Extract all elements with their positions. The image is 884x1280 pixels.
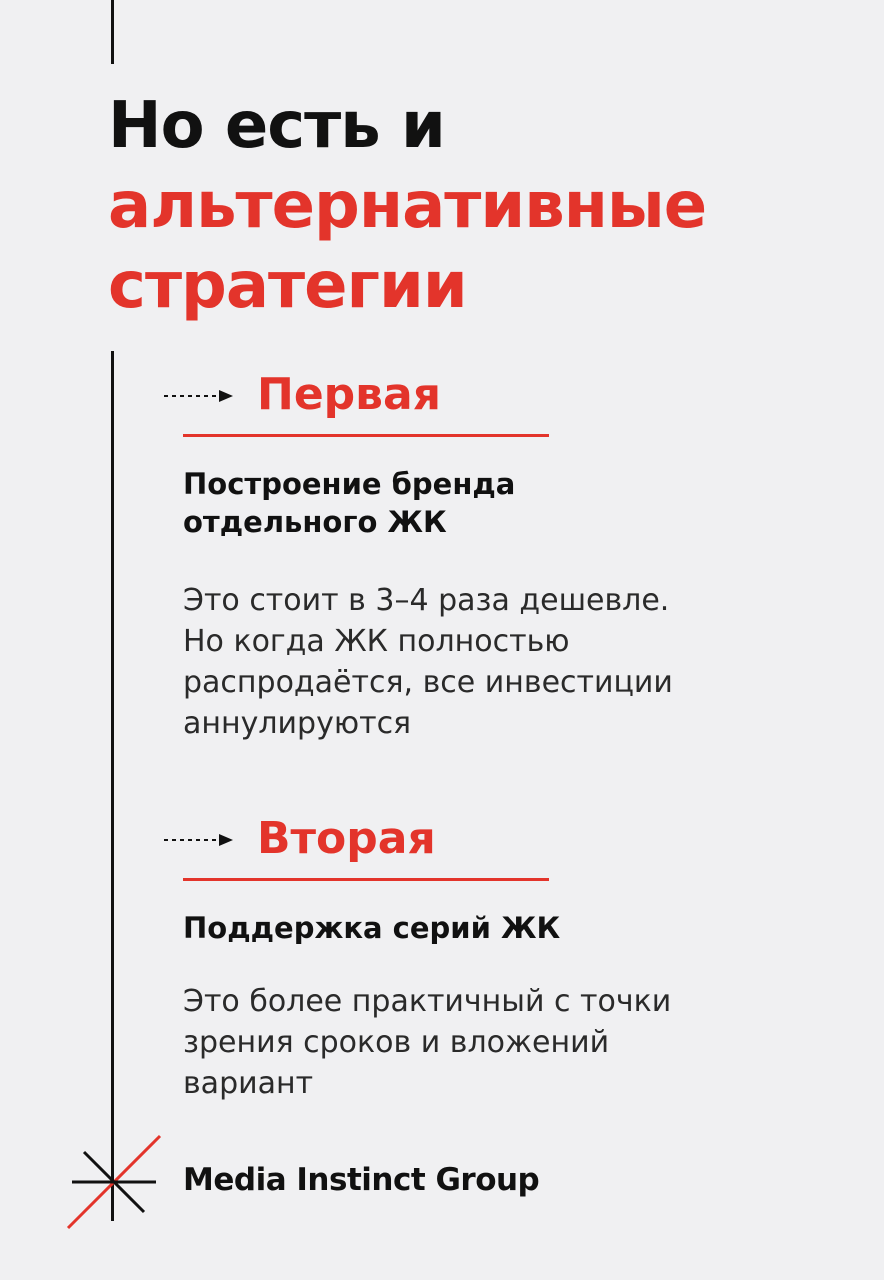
strategy-description: [183, 981, 671, 1104]
strategy-subtitle-line: Поддержка серий ЖК: [183, 911, 561, 945]
strategy-description-line: Но когда ЖК полностью: [183, 624, 570, 659]
strategy-subtitle: [183, 465, 515, 541]
strategy-description: [183, 580, 673, 744]
strategy-title: Первая: [257, 369, 441, 420]
strategy-description-line: вариант: [183, 1066, 314, 1101]
strategy-subtitle-line: отдельного ЖК: [183, 505, 447, 539]
strategy-underline: [183, 434, 549, 437]
top-vertical-line: [111, 0, 114, 64]
strategy-underline: [183, 878, 549, 881]
dotted-arrow-icon: [163, 388, 235, 404]
strategy-title: Вторая: [257, 813, 436, 864]
headline-line-1: Но есть и: [108, 89, 445, 163]
strategy-subtitle-line: Построение бренда: [183, 467, 516, 501]
headline: [108, 86, 868, 326]
main-vertical-line: [111, 351, 114, 1221]
strategy-subtitle: [183, 909, 560, 947]
strategy-description-line: зрения сроков и вложений: [183, 1025, 610, 1060]
headline-line-3: стратегии: [108, 249, 467, 323]
strategy-description-line: Это более практичный с точки: [183, 984, 672, 1019]
headline-line-2: альтернативные: [108, 169, 707, 243]
brand-name: Media Instinct Group: [183, 1162, 540, 1198]
dotted-arrow-icon: [163, 832, 235, 848]
strategy-description-line: аннулируются: [183, 706, 412, 741]
asterisk-logo-icon: [66, 1134, 162, 1230]
strategy-description-line: Это стоит в 3–4 раза дешевле.: [183, 583, 670, 618]
strategy-description-line: распродаётся, все инвестиции: [183, 665, 673, 700]
